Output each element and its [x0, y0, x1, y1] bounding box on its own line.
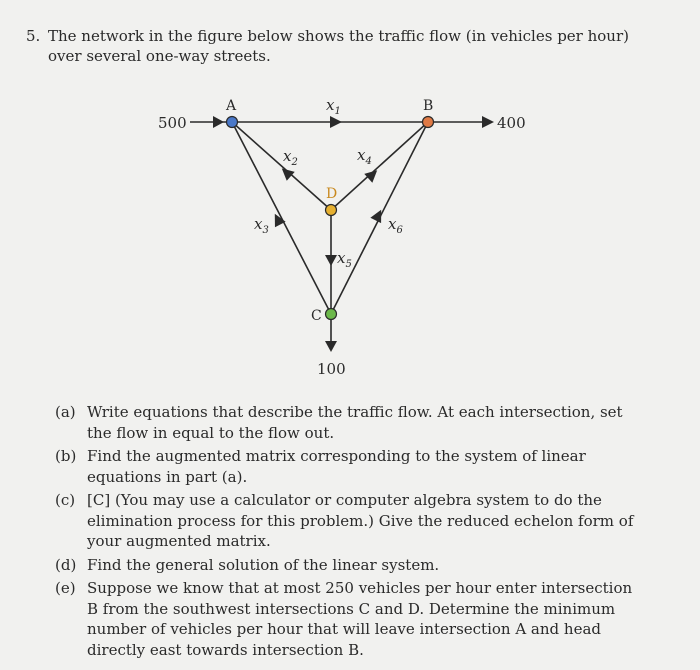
- arrow-x1: [330, 116, 342, 128]
- part-d: [55, 555, 645, 576]
- part-c: [55, 490, 645, 552]
- part-d-label: (d): [55, 555, 77, 574]
- edge-A-C: [232, 122, 331, 314]
- edge-label-x2: $x_2$: [283, 147, 298, 168]
- part-a-text: Write equations that describe the traffic flow. At each intersection, set the flow in equal to the flow out.: [87, 403, 623, 442]
- node-label-D: D: [326, 186, 338, 202]
- problem-number: 5.: [26, 27, 41, 45]
- part-d-text: Find the general solution of the linear system.: [87, 555, 440, 574]
- arrow-in-A: [213, 116, 224, 128]
- node-label-B: B: [423, 98, 434, 114]
- part-a-label: (a): [55, 403, 76, 421]
- part-e: [55, 578, 645, 660]
- part-c-label: (c): [55, 491, 76, 509]
- part-c-text: [C] (You may use a calculator or computer algebra system to do the elimination process for this problem.) Give the reduced echelon form of your augmented matrix.: [87, 491, 634, 550]
- edge-label-x4: $x_4$: [357, 146, 372, 167]
- part-e-label: (e): [55, 579, 76, 597]
- arrow-x3: [269, 211, 285, 227]
- node-D: [326, 205, 337, 216]
- flow-out-B: 400: [497, 114, 526, 132]
- arrow-out-C: [325, 341, 337, 352]
- edge-label-x3: $x_3$: [254, 215, 269, 236]
- part-b-label: (b): [55, 447, 77, 465]
- flow-in-A: 500: [158, 114, 187, 132]
- flow-out-C: 100: [317, 360, 346, 378]
- node-C: [326, 309, 337, 320]
- part-b-text: Find the augmented matrix corresponding to the system of linear equations in part (a).: [87, 447, 586, 486]
- sub-questions: [55, 402, 645, 663]
- edge-label-x5: $x_5$: [337, 249, 352, 270]
- edge-label-x6: $x_6$: [388, 215, 403, 236]
- node-label-C: C: [311, 308, 322, 324]
- arrow-x5: [325, 255, 337, 266]
- node-A: [227, 117, 238, 128]
- part-b: [55, 446, 645, 487]
- edge-label-x1: $x_1$: [326, 96, 341, 117]
- node-label-A: A: [226, 98, 237, 114]
- edge-D-B: [331, 122, 428, 210]
- node-B: [423, 117, 434, 128]
- problem-text: The network in the figure below shows the traffic flow (in vehicles per hour) over several one-way streets.: [48, 27, 629, 65]
- part-e-text: Suppose we know that at most 250 vehicles per hour enter intersection B from the southwest intersections C and D. Determine the minimum number of vehicles per hour that will leave intersection A and head directly east towards intersection B.: [87, 579, 633, 659]
- part-a: [55, 402, 645, 443]
- edge-A-D: [232, 122, 331, 210]
- arrow-x4: [364, 166, 381, 183]
- arrow-out-B: [482, 116, 494, 128]
